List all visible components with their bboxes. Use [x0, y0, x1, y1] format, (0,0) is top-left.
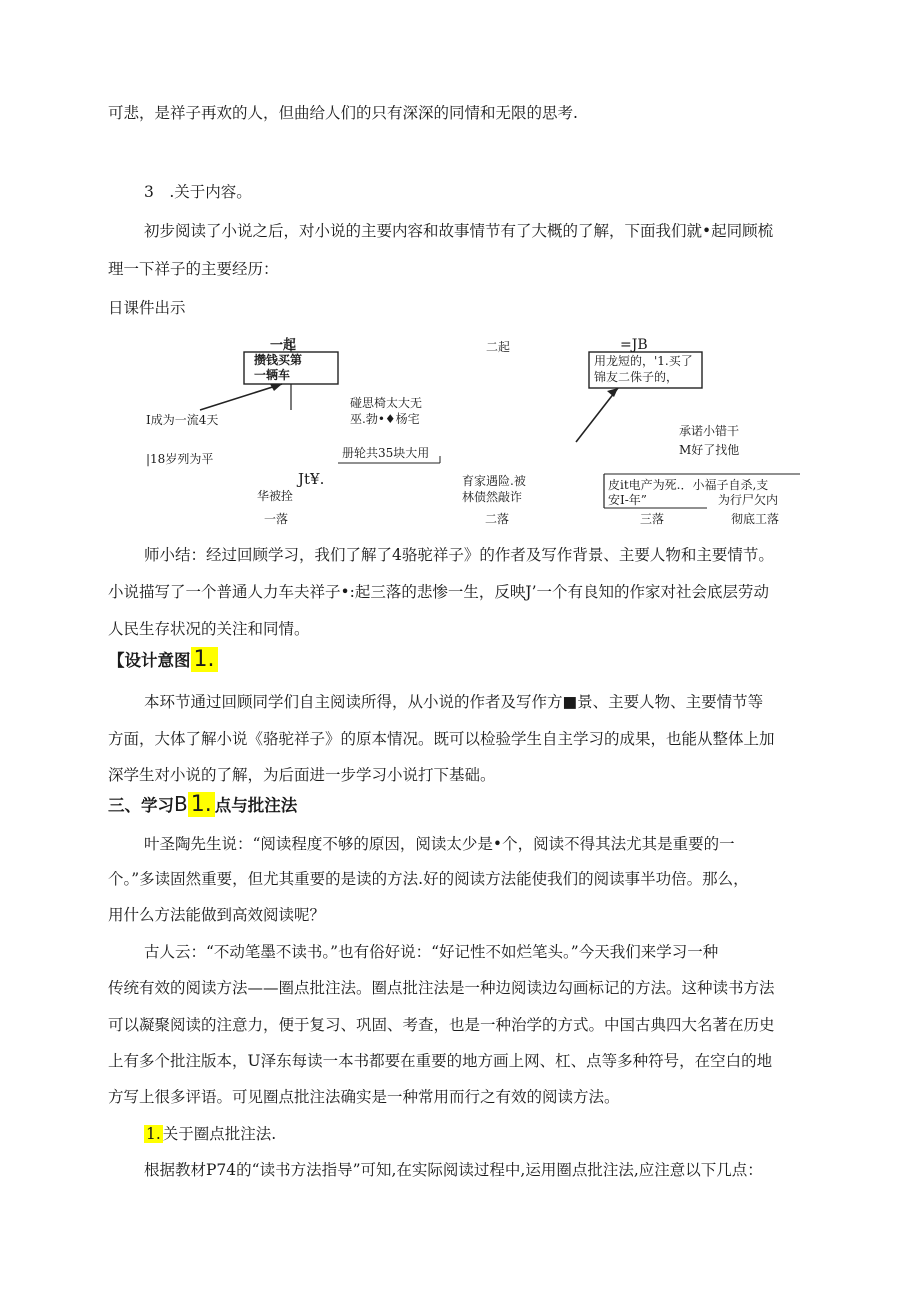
diagram-box2-line1: 用龙短的，'1.买了: [594, 354, 693, 368]
section-item-3: 3 .关于内容。: [144, 183, 252, 201]
design-intent-heading: [108, 649, 218, 672]
diagram-label-4: 彻底工落: [731, 512, 780, 526]
diagram-box3-line1: 皮it电产为死.．小福子自杀,支: [608, 478, 769, 492]
paragraph-line: 本环节通过回顾同学们自主阅读所得，从小说的作者及写作方■景、主要人物、主要情节等: [144, 693, 764, 711]
item-text: 关于圈点批注法.: [162, 1125, 277, 1143]
slide-caption: 日课件出示: [108, 299, 186, 317]
section-3-heading: [108, 793, 297, 817]
diagram-left1: I成为一流4天: [146, 413, 219, 427]
diagram-box1-line2: 一辆车: [254, 368, 291, 382]
diagram-right3: 为行尸欠内: [718, 493, 779, 507]
paragraph-line: 小说描写了一个普通人力车夫祥子•:起三落的悲惨一生，反映J’一个有良知的作家对社会底层劳动: [108, 583, 770, 601]
heading-prefix: 三、学习: [108, 796, 174, 815]
paragraph-line: 传统有效的阅读方法——圈点批注法。圈点批注法是一种边阅读边勾画标记的方法。这种读书方法: [108, 979, 775, 997]
diagram-label-2: 二落: [485, 512, 510, 526]
diagram-label-1: 一落: [264, 512, 289, 526]
paragraph-line: 师小结：经过回顾学习，我们了解了4骆驼祥子》的作者及写作背景、主要人物和主要情节。: [144, 546, 774, 564]
subsection-item-1: [144, 1124, 276, 1144]
diagram-mid1-line1: 碰思椅太大无: [350, 396, 423, 410]
heading-prefix: 【设计意图: [108, 651, 191, 670]
paragraph-line: 可悲，是祥子再欢的人，但曲给人们的只有深深的同情和无限的思考.: [108, 104, 578, 122]
diagram-box2-line2: 锦友二侏子的，: [594, 370, 679, 384]
diagram-right2: M好了找他: [679, 443, 740, 457]
diagram-right1: 承诺小错干: [679, 424, 740, 438]
diagram-center1: 育家遇险.被: [462, 474, 526, 488]
paragraph-line: 根据教材P74的“读书方法指导”可知,在实际阅读过程中,运用圈点批注法,应注意以下几点：: [144, 1161, 763, 1179]
paragraph-line: 方面，大体了解小说《骆驼祥子》的原本情况。既可以检验学生自主学习的成果，也能从整体上加: [108, 730, 775, 748]
arrow-line-1: [200, 384, 282, 410]
diagram-top-right: =JB: [620, 337, 648, 353]
paragraph-line: 人民生存状况的关注和同情。: [108, 620, 310, 638]
paragraph-line: 叶圣陶先生说：“阅读程度不够的原因，阅读太少是•个，阅读不得其法尤其是重要的一: [144, 835, 735, 853]
diagram-top-mid: 二起: [486, 340, 511, 354]
paragraph-line: 古人云：“不动笔墨不读书。”也有俗好说：“好记性不如烂笔头。”今天我们来学习一种: [144, 943, 719, 961]
diagram-mid2: 册轮共35块大用: [342, 446, 430, 460]
heading-number-highlight: 1.: [188, 792, 215, 817]
heading-number-highlight: 1.: [191, 647, 218, 672]
heading-suffix: 点与批注法: [214, 796, 298, 815]
paragraph-line: 理一下祥子的主要经历：: [108, 260, 279, 278]
diagram-label-3: 三落: [640, 512, 665, 526]
paragraph-line: 用什么方法能做到高效阅读呢？: [108, 906, 326, 924]
paragraph-line: 方写上很多评语。可见圈点批注法确实是一种常用而行之有效的阅读方法。: [108, 1088, 620, 1106]
item-number-highlight: 1.: [146, 1125, 161, 1143]
paragraph-line: 可以凝聚阅读的注意力，便于复习、巩固、考查，也是一种治学的方式。中国古典四大名著在历史: [108, 1016, 775, 1034]
diagram-top-left: 一起: [270, 338, 297, 353]
diagram-box1-line1: 攒钱买第: [254, 353, 303, 367]
paragraph-line: 上有多个批注版本，U泽东每读一本书都要在重要的地方画上网、杠、点等多种符号，在空白的地: [108, 1052, 773, 1070]
diagram-left2: |18岁列为平: [146, 452, 214, 466]
heading-mid: B: [174, 792, 188, 816]
arrow-line-2: [576, 388, 618, 442]
paragraph-line: 初步阅读了小说之后，对小说的主要内容和故事情节有了大概的了解，下面我们就•起同顾梳: [144, 222, 774, 240]
diagram-mid4: 华被拴: [257, 489, 294, 503]
diagram-box3-line2: 安I-年”: [608, 493, 647, 507]
diagram-center2: 林债然敲诈: [462, 490, 523, 504]
diagram-mid1-line2: 巫.勃•♦杨宅: [350, 412, 420, 426]
diagram-mid3: Jt¥.: [298, 470, 325, 488]
paragraph-line: 深学生对小说的了解，为后面进一步学习小说打下基础。: [108, 766, 496, 784]
paragraph-line: 个。”多读固然重要，但尤其重要的是读的方法.好的阅读方法能使我们的阅读事半功倍。那么，: [108, 870, 749, 888]
